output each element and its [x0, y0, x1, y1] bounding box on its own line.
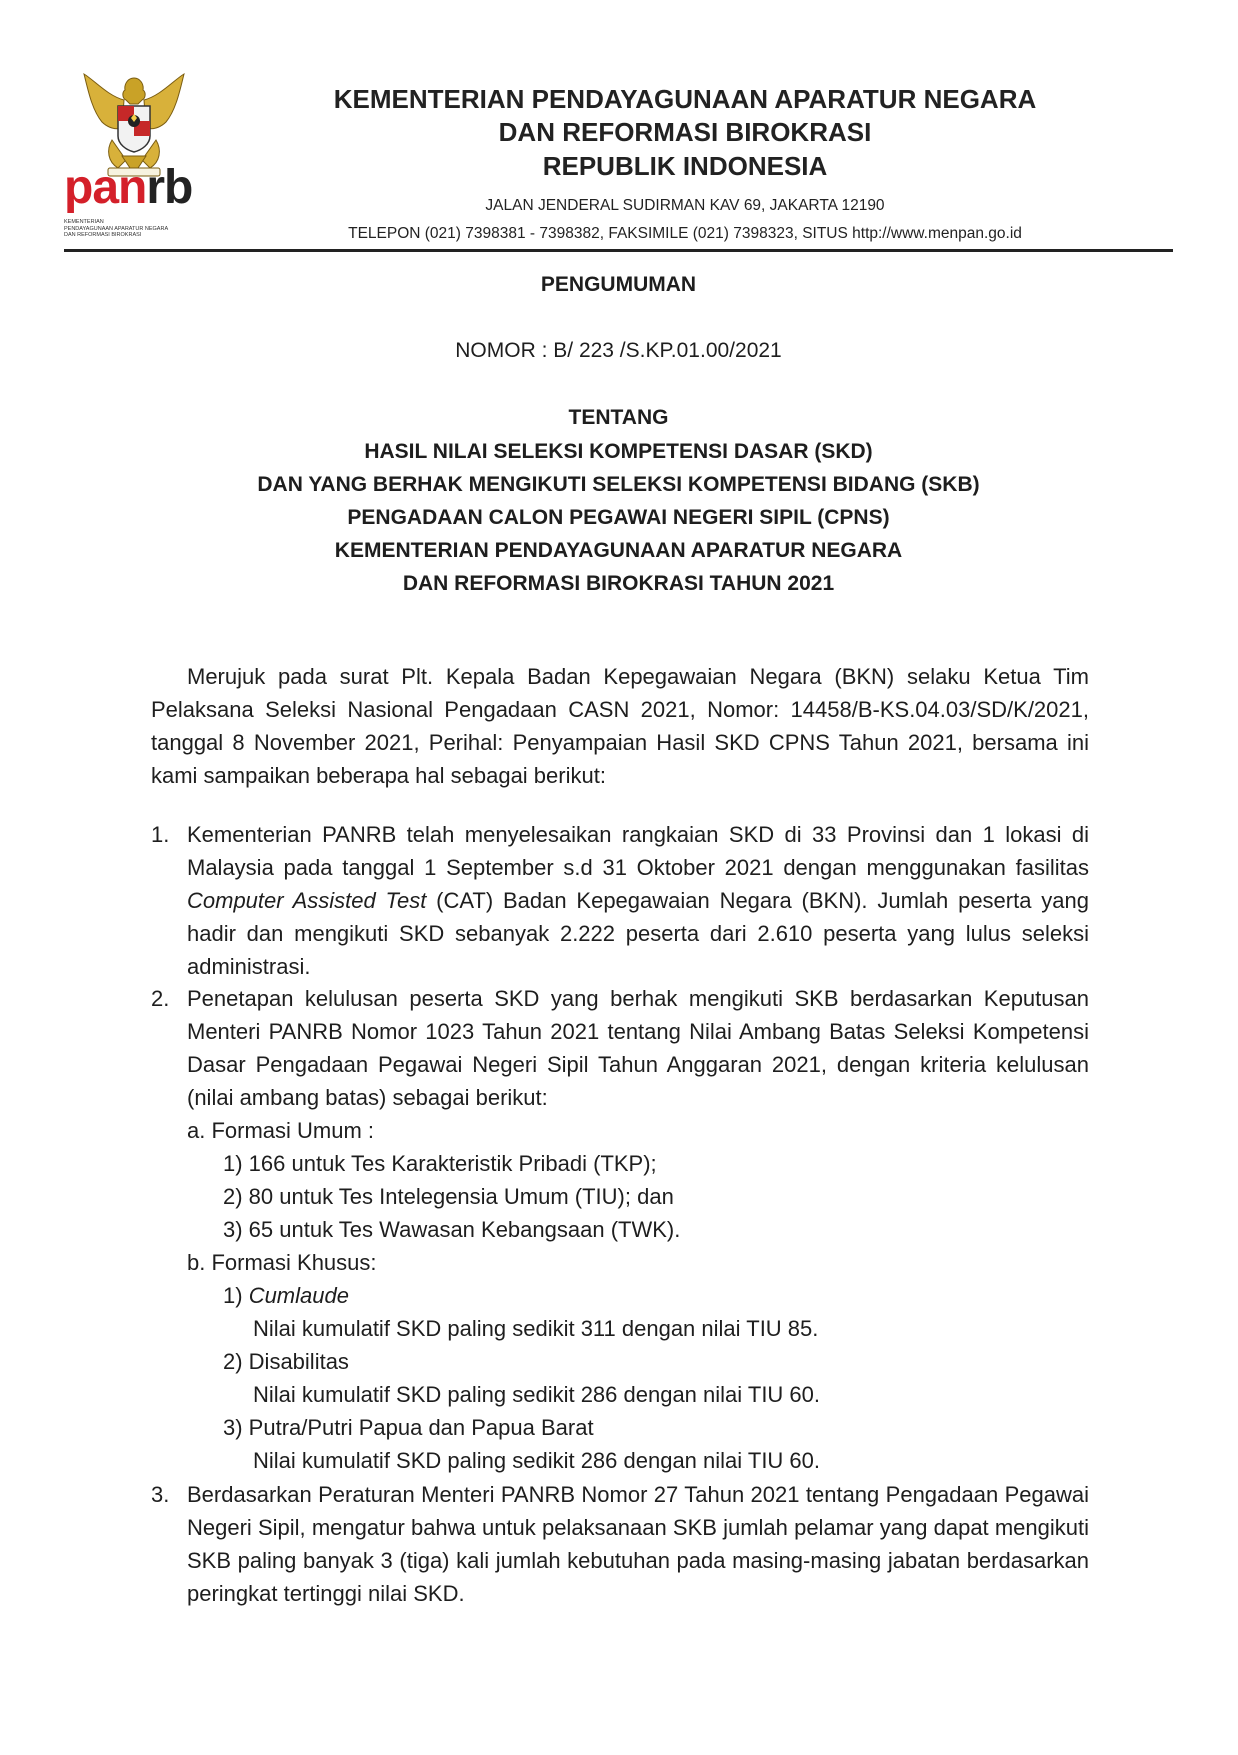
item-1-text: Kementerian PANRB telah menyelesaikan rangkaian SKD di 33 Provinsi dan 1 lokasi di Malaysia pada tanggal 1 September s.d 31 Oktober 2021 dengan menggunakan fasilitas Computer Assisted Test (CAT) Badan Kepegawaian Negara (BKN). Jumlah peserta yang hadir dan mengikuti SKD sebanyak 2.222 peserta dari 2.610 peserta yang lulus seleksi administrasi. [187, 822, 1089, 979]
title-line-4: KEMENTERIAN PENDAYAGUNAAN APARATUR NEGARA [334, 539, 903, 562]
formasi-umum-item-3: 3) 65 untuk Tes Wawasan Kebangsaan (TWK). [223, 1217, 681, 1242]
formasi-khusus-item-2-desc: Nilai kumulatif SKD paling sedikit 286 dengan nilai TIU 60. [253, 1382, 821, 1407]
intro-paragraph: Merujuk pada surat Plt. Kepala Badan Kepegawaian Negara (BKN) selaku Ketua Tim Pelaksana Seleksi Nasional Pengadaan CASN 2021, Nomor: 14458/B-KS.04.03/SD/K/2021, tanggal 8 November 2021, Perihal: Penyampaian Hasil SKD CPNS Tahun 2021, bersama ini kami sampaikan beberapa hal sebagai berikut: [151, 664, 1089, 788]
item-1-number: 1. [151, 822, 170, 847]
item-3-number: 3. [151, 1482, 170, 1507]
ministry-name-line-2: DAN REFORMASI BIROKRASI [498, 117, 872, 147]
panrb-logo: panrb [64, 161, 193, 214]
formasi-umum-label: a. Formasi Umum : [187, 1118, 375, 1143]
formasi-umum-item-1: 1) 166 untuk Tes Karakteristik Pribadi (TKP); [223, 1151, 657, 1176]
item-3-text: Berdasarkan Peraturan Menteri PANRB Nomor 27 Tahun 2021 tentang Pengadaan Pegawai Negeri Sipil, mengatur bahwa untuk pelaksanaan SKB jumlah pelamar yang dapat mengikuti SKB paling banyak 3 (tiga) kali jumlah kebutuhan pada masing-masing jabatan berdasarkan peringkat tertinggi nilai SKD. [187, 1482, 1089, 1606]
title-line-3: PENGADAAN CALON PEGAWAI NEGERI SIPIL (CPNS) [347, 506, 890, 529]
document-number: NOMOR : B/ 223 /S.KP.01.00/2021 [455, 339, 782, 362]
formasi-khusus-item-1-title: 1) Cumlaude [223, 1283, 349, 1308]
ministry-address: JALAN JENDERAL SUDIRMAN KAV 69, JAKARTA 12190 [485, 197, 885, 214]
document-type: PENGUMUMAN [540, 273, 697, 296]
ministry-name-line-1: KEMENTERIAN PENDAYAGUNAAN APARATUR NEGARA [333, 84, 1037, 114]
ministry-contact: TELEPON (021) 7398381 - 7398382, FAKSIMILE (021) 7398323, SITUS http://www.menpan.go.id [348, 225, 1022, 242]
item-2-number: 2. [151, 986, 170, 1011]
title-tentang: TENTANG [568, 406, 669, 429]
ministry-name-line-3: REPUBLIK INDONESIA [542, 151, 828, 181]
panrb-logo-caption: KEMENTERIAN PENDAYAGUNAAN APARATUR NEGARA DAN REFORMASI BIROKRASI [64, 219, 169, 238]
header-divider [64, 249, 1173, 252]
item-2-text: Penetapan kelulusan peserta SKD yang berhak mengikuti SKB berdasarkan Keputusan Menteri PANRB Nomor 1023 Tahun 2021 tentang Nilai Ambang Batas Seleksi Kompetensi Dasar Pengadaan Pegawai Negeri Sipil Tahun Anggaran 2021, dengan kriteria kelulusan (nilai ambang batas) sebagai berikut: [187, 986, 1089, 1110]
formasi-khusus-item-3-title: 3) Putra/Putri Papua dan Papua Barat [223, 1415, 594, 1440]
formasi-khusus-label: b. Formasi Khusus: [187, 1250, 377, 1275]
title-line-2: DAN YANG BERHAK MENGIKUTI SELEKSI KOMPETENSI BIDANG (SKB) [257, 473, 980, 496]
formasi-khusus-item-2-title: 2) Disabilitas [223, 1349, 349, 1374]
formasi-khusus-item-3-desc: Nilai kumulatif SKD paling sedikit 286 dengan nilai TIU 60. [253, 1448, 821, 1473]
title-line-5: DAN REFORMASI BIROKRASI TAHUN 2021 [402, 572, 835, 595]
title-line-1: HASIL NILAI SELEKSI KOMPETENSI DASAR (SKD) [364, 440, 873, 463]
formasi-umum-item-2: 2) 80 untuk Tes Intelegensia Umum (TIU); dan [223, 1184, 674, 1209]
formasi-khusus-item-1-desc: Nilai kumulatif SKD paling sedikit 311 dengan nilai TIU 85. [253, 1316, 819, 1341]
